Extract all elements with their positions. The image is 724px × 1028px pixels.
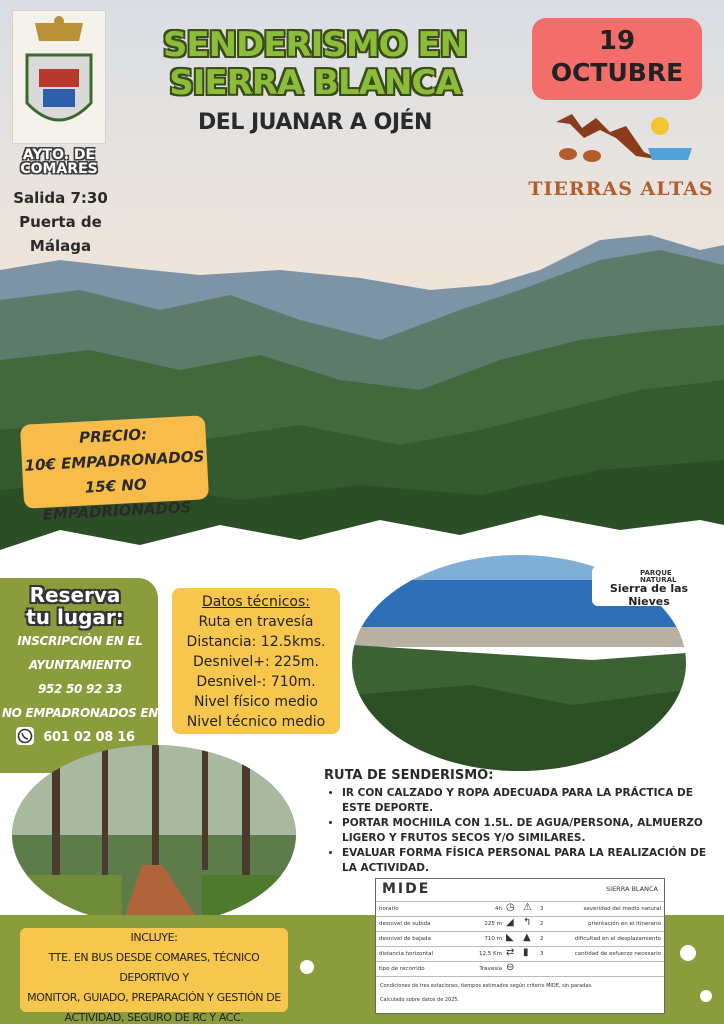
- mide-row-score: 2: [540, 921, 544, 927]
- orientation-icon: ↰: [523, 917, 532, 928]
- mide-row-label: tipo de recorrido: [379, 966, 425, 972]
- reservation-title-line-1: Reserva: [29, 583, 121, 607]
- route-item: • IR CON CALZADO Y ROPA ADECUADA PARA LA PRÁCTICA DE ESTE DEPORTE.: [342, 786, 722, 816]
- mide-logo: MIDE: [382, 881, 431, 897]
- tierras-altas-logo-icon: [552, 108, 702, 174]
- comares-coat-of-arms-logo: [12, 10, 106, 144]
- decorative-dot: [5, 890, 21, 906]
- whatsapp-icon: [16, 727, 34, 745]
- decorative-dot: [700, 990, 712, 1002]
- technical-data-heading: Datos técnicos:: [202, 594, 310, 610]
- subtitle: DEL JUANAR A OJÉN: [198, 110, 432, 135]
- mide-row: [376, 946, 664, 961]
- departure-info: [8, 186, 113, 258]
- mide-row-criterion: orientación en el itinerario: [588, 921, 661, 927]
- mide-row-value: Travesía: [479, 966, 502, 972]
- includes-line: ACTIVIDAD, SEGURO DE RC Y ACC.: [64, 1011, 244, 1024]
- technical-line: Distancia: 12.5kms.: [186, 634, 326, 650]
- terrain-icon: ▲: [523, 932, 531, 943]
- parque-label-2: NATURAL: [640, 576, 677, 584]
- date-month: OCTUBRE: [550, 58, 684, 87]
- mide-row-value: 4h: [495, 906, 502, 912]
- date-badge: [532, 18, 702, 100]
- price-not-registered: 15€ NO EMPADRIONADOS: [42, 475, 192, 524]
- salida-line-3: Málaga: [29, 237, 92, 255]
- technical-line: Desnivel+: 225m.: [193, 654, 319, 670]
- mide-footnote: Calculado sobre datos de 2025.: [380, 997, 460, 1003]
- mide-row-label: desnivel de subida: [379, 921, 431, 927]
- mide-row-criterion: cantidad de esfuerzo necesario: [574, 951, 661, 957]
- warning-icon: ⚠: [523, 902, 532, 913]
- technical-data-box: [172, 588, 340, 734]
- mide-row-value: 225 m: [484, 921, 502, 927]
- decorative-dot: [680, 945, 696, 961]
- route-item: • EVALUAR FORMA FÍSICA PERSONAL PARA LA REALIZACIÓN DE LA ACTIVIDAD.: [342, 846, 722, 876]
- mountain-landscape-photo: [0, 230, 724, 590]
- mide-row-label: horario: [379, 906, 399, 912]
- includes-line: MONITOR, GUIADO, PREPARACIÓN Y GESTIÓN DE: [27, 991, 281, 1004]
- ascent-icon: ◢: [506, 917, 514, 928]
- mide-route-name: SIERRA BLANCA: [606, 885, 658, 893]
- route-recommendations: [324, 786, 722, 876]
- forest-path-photo: [12, 745, 296, 925]
- decorative-dot: [300, 960, 314, 974]
- effort-icon: ▮: [523, 947, 529, 958]
- whatsapp-number: 601 02 08 16: [43, 730, 135, 745]
- ayto-line-1: AYTO. DE: [22, 147, 96, 163]
- mide-row-value: 710 m: [484, 936, 502, 942]
- reservation-phone: 952 50 92 33: [37, 682, 123, 696]
- mide-row: [376, 931, 664, 946]
- route-item: • PORTAR MOCHIILA CON 1.5L. DE AGUA/PERSONA, ALMUERZO LIGERO Y FRUTOS SECOS Y/O SIMILARES.: [342, 816, 722, 846]
- includes-heading: INCLUYE:: [130, 931, 178, 944]
- technical-line: Ruta en travesía: [198, 614, 314, 630]
- mide-row-score: 2: [540, 936, 544, 942]
- mide-row-label: desnivel de bajada: [379, 936, 431, 942]
- technical-line: Nivel físico medio: [194, 694, 318, 710]
- price-registered: 10€ EMPADRONADOS: [24, 447, 205, 475]
- mide-row-label: distancia horizontal: [379, 951, 434, 957]
- salida-line-1: Salida 7:30: [13, 189, 108, 207]
- date-day: 19: [598, 26, 636, 56]
- reservation-line-4: NO EMPADRONADOS EN: [1, 706, 159, 720]
- mide-row-score: 3: [540, 951, 544, 957]
- clock-icon: ◷: [506, 902, 515, 913]
- title-line-1: SENDERISMO EN: [162, 25, 468, 65]
- mide-row: [376, 901, 664, 916]
- mide-row-score: 3: [540, 906, 544, 912]
- distance-icon: ⇄: [506, 947, 515, 958]
- reservation-line-2: AYUNTAMIENTO: [28, 658, 132, 672]
- mide-row-criterion: dificultad en el desplazamiento: [574, 936, 661, 942]
- mide-footnote: Condiciones de tres estaciones, tiempos estimados según criterio MIDE, sin paradas.: [380, 983, 593, 989]
- mide-difficulty-card: [375, 878, 665, 1014]
- route-type-icon: ⊖: [506, 962, 515, 973]
- parque-natural-name: Sierra de las Nieves: [609, 582, 689, 608]
- includes-line: TTE. EN BUS DESDE COMARES, TÉCNICO DEPORTIVO Y: [48, 951, 260, 984]
- ayto-label: [10, 148, 108, 176]
- price-box: [20, 415, 209, 524]
- ayto-line-2: COMARES: [20, 161, 98, 177]
- salida-line-2: Puerta de: [19, 213, 102, 231]
- price-heading: PRECIO:: [78, 425, 148, 447]
- mide-row: [376, 916, 664, 931]
- tierras-altas-brand: TIERRAS ALTAS: [528, 178, 714, 200]
- technical-line: Nivel técnico medio: [186, 714, 326, 730]
- route-heading: RUTA DE SENDERISMO:: [324, 768, 494, 783]
- reservation-line-1: INSCRIPCIÓN EN EL: [17, 634, 143, 648]
- title-line-2: SIERRA BLANCA: [169, 63, 461, 103]
- reservation-title: [0, 584, 150, 628]
- technical-line: Desnivel-: 710m.: [196, 674, 316, 690]
- mide-row: [376, 961, 664, 977]
- descent-icon: ◣: [506, 932, 514, 943]
- reservation-title-line-2: tu lugar:: [26, 605, 124, 629]
- parque-label-1: PARQUE: [640, 569, 672, 577]
- mide-row-criterion: severidad del medio natural: [583, 906, 661, 912]
- mide-row-value: 12,5 Km: [479, 951, 502, 957]
- includes-box: [20, 928, 288, 1024]
